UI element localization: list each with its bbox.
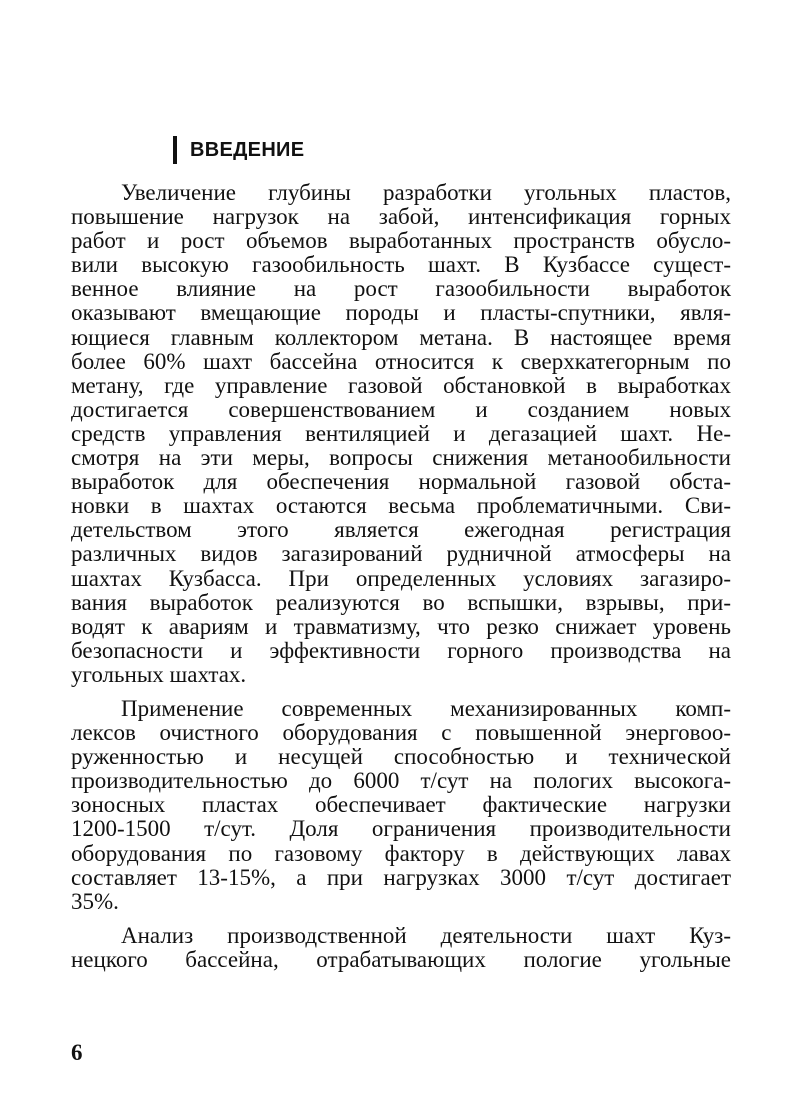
body-text: [71, 181, 731, 972]
heading-marker-bar: [173, 136, 177, 164]
text-line: различных видов загазирований рудничной атмосферы на: [71, 541, 731, 567]
text-line: метану, где управление газовой обстановкой в выработках: [71, 372, 731, 398]
text-line: новки в шахтах остаются весьма проблематичными. Сви-: [71, 493, 731, 519]
text-line: руженностью и несущей способностью и технической: [71, 744, 731, 770]
paragraph: [71, 697, 731, 914]
text-line: угольных шахтах.: [71, 661, 247, 687]
text-line: венное влияние на рост газообильности выработок: [71, 276, 731, 302]
text-line: вили высокую газообильность шахт. В Кузбассе сущест-: [71, 252, 731, 278]
paragraph: [71, 181, 731, 687]
section-heading: [173, 134, 304, 166]
text-line: достигается совершенствованием и созданием новых: [71, 396, 731, 422]
text-line: средств управления вентиляцией и дегазацией шахт. Не-: [71, 420, 731, 446]
text-line: зоносных пластах обеспечивает фактические нагрузки: [71, 792, 731, 818]
text-line: работ и рост объемов выработанных пространств обусло-: [71, 228, 731, 254]
text-line: шахтах Кузбасса. При определенных условиях загазиро-: [71, 565, 731, 591]
text-line: 1200-1500 т/сут. Доля ограничения производительности: [71, 816, 731, 842]
text-line: 35%.: [71, 888, 119, 914]
text-line: Увеличение глубины разработки угольных пластов,: [121, 180, 731, 205]
section-title: ВВЕДЕНИЕ: [190, 138, 305, 161]
page-number: 6: [71, 1040, 83, 1065]
text-line: выработок для обеспечения нормальной газовой обста-: [71, 469, 731, 495]
text-line: безопасности и эффективности горного производства на: [71, 637, 731, 663]
text-line: производительностью до 6000 т/сут на пологих высокога-: [71, 768, 731, 794]
text-line: водят к авариям и травматизму, что резко снижает уровень: [71, 613, 731, 639]
text-line: Применение современных механизированных комп-: [121, 695, 731, 721]
text-line: оборудования по газовому фактору в действующих лавах: [71, 840, 731, 866]
text-line: Анализ производственной деятельности шахт Куз-: [121, 922, 731, 948]
text-line: повышение нагрузок на забой, интенсификация горных: [71, 204, 731, 230]
text-line: ющиеся главным коллектором метана. В настоящее время: [71, 324, 731, 350]
text-line: детельством этого является ежегодная регистрация: [71, 517, 731, 543]
text-line: нецкого бассейна, отрабатывающих пологие угольные: [71, 946, 731, 972]
text-line: лексов очистного оборудования с повышенной энерговоо-: [71, 720, 731, 746]
text-line: смотря на эти меры, вопросы снижения метанообильности: [71, 445, 731, 471]
paragraph: [71, 924, 731, 972]
text-line: более 60% шахт бассейна относится к сверхкатегорным по: [71, 348, 731, 374]
text-line: оказывают вмещающие породы и пласты-спутники, явля-: [71, 300, 731, 326]
text-line: составляет 13-15%, а при нагрузках 3000 т/сут достигает: [71, 864, 731, 890]
text-line: вания выработок реализуются во вспышки, взрывы, при-: [71, 589, 731, 615]
